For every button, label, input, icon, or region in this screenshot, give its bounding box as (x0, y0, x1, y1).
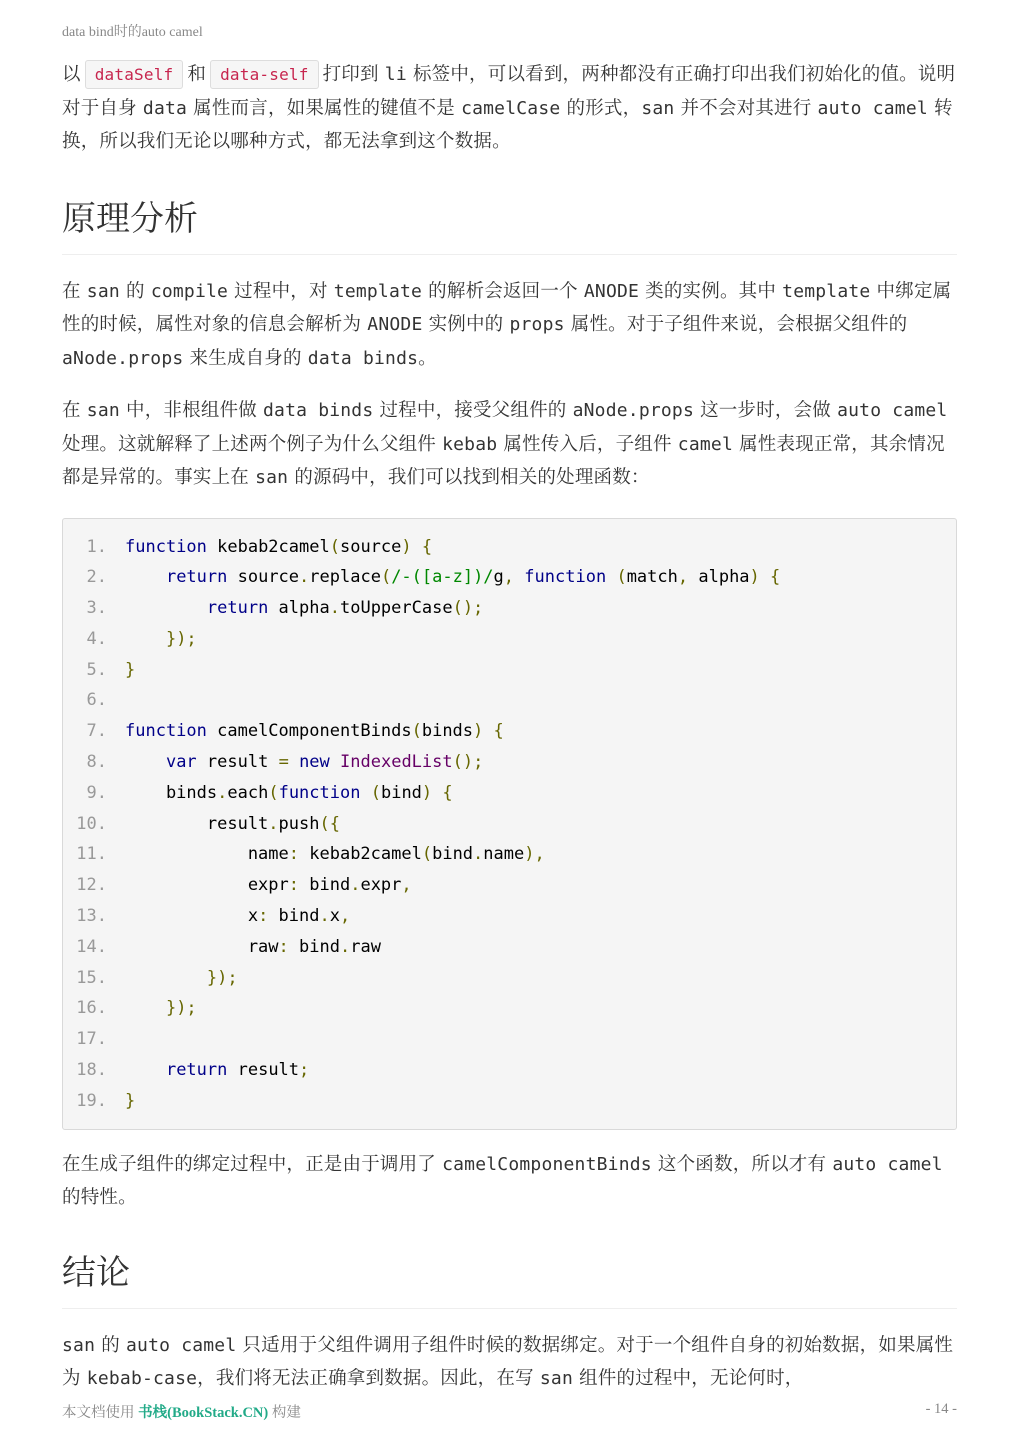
code-line-number: 18. (76, 1060, 107, 1081)
code-line (63, 685, 956, 716)
code-line (63, 1086, 956, 1117)
code-line-text: }); (165, 998, 197, 1019)
code-line-text: function camelComponentBinds(binds) { (125, 721, 504, 742)
code-line (63, 993, 956, 1024)
inline-code: dataSelf (85, 60, 184, 89)
code-line-text: }); (165, 628, 197, 649)
code-line-number: 19. (76, 1090, 107, 1111)
code-line-number: 16. (76, 998, 107, 1019)
analysis-paragraph-2: 在 san 中，非根组件做 data binds 过程中，接受父组件的 aNode.props 这一步时，会做 auto camel 处理。这就解释了上述两个例子为什么父组件 kebab 属性传入后，子组件 camel 属性表现正常，其余情况都是异常的。事实上在 san 的源码中，我们可以找到相关的处理函数： (62, 400, 948, 488)
code-line-number: 11. (76, 844, 107, 865)
code-line (63, 747, 956, 778)
code-line-text: } (125, 1090, 136, 1111)
code-line (63, 963, 956, 994)
section-heading-analysis: 原理分析 (62, 191, 957, 255)
code-line-text: binds.each(function (bind) { (125, 782, 453, 803)
code-line (63, 839, 956, 870)
page-footer (62, 1401, 957, 1422)
code-line (63, 809, 956, 840)
code-line-text: expr: bind.expr, (125, 875, 412, 896)
footer-suffix: 构建 (271, 1405, 301, 1421)
code-line-number: 8. (86, 752, 107, 773)
footer-brand-link[interactable]: 书栈(BookStack.CN) (138, 1405, 269, 1421)
code-line-text: }); (206, 967, 238, 988)
code-line (63, 932, 956, 963)
code-line-number: 3. (86, 598, 107, 619)
code-line-text: function kebab2camel(source) { (125, 536, 433, 557)
code-line (63, 716, 956, 747)
document-content (62, 58, 957, 1396)
code-line-text: result.push({ (125, 813, 340, 834)
code-line (63, 532, 956, 563)
code-line-number: 14. (76, 936, 107, 957)
code-line-number: 9. (86, 782, 107, 803)
code-block (62, 518, 957, 1130)
summary-paragraph: 在生成子组件的绑定过程中，正是由于调用了 camelComponentBinds 这个函数，所以才有 auto camel 的特性。 (62, 1153, 943, 1209)
code-line-number: 10. (76, 813, 107, 834)
code-line-number: 7. (86, 721, 107, 742)
code-line-number: 1. (86, 536, 107, 557)
code-line-number: 13. (76, 906, 107, 927)
code-line (63, 901, 956, 932)
code-line (63, 624, 956, 655)
code-line-text: raw: bind.raw (125, 936, 381, 957)
intro-paragraph: 以 dataSelf 和 data-self 打印到 li 标签中，可以看到，两种都没有正确打印出我们初始化的值。说明对于自身 data 属性而言，如果属性的键值不是 camelCase 的形式，san 并不会对其进行 auto camel 转换，所以我们无论以哪种方式，都无法拿到这个数据。 (62, 58, 957, 159)
code-line (63, 870, 956, 901)
footer-prefix: 本文档使用 (62, 1405, 135, 1421)
code-line-number: 12. (76, 875, 107, 896)
code-line (63, 562, 956, 593)
code-line-text: return alpha.toUpperCase(); (206, 598, 484, 619)
code-line-text: } (125, 659, 136, 680)
analysis-paragraph-1: 在 san 的 compile 过程中，对 template 的解析会返回一个 ANODE 类的实例。其中 template 中绑定属性的时候，属性对象的信息会解析为 ANODE 实例中的 props 属性。对于子组件来说，会根据父组件的 aNode.props 来生成自身的 data binds。 (62, 280, 952, 369)
code-line-number: 15. (76, 967, 107, 988)
code-line (63, 655, 956, 686)
code-line-text: name: kebab2camel(bind.name), (125, 844, 545, 865)
code-line-number: 4. (86, 628, 107, 649)
page-header-title: data bind时的auto camel (62, 25, 203, 40)
code-line-text: return result; (165, 1060, 310, 1081)
code-line (63, 778, 956, 809)
conclusion-paragraph: san 的 auto camel 只适用于父组件调用子组件时候的数据绑定。对于一个组件自身的初始数据，如果属性为 kebab-case，我们将无法正确拿到数据。因此，在写 san 组件的过程中，无论何时， (62, 1334, 954, 1390)
code-line-text: var result = new IndexedList(); (165, 752, 484, 773)
code-line (63, 1055, 956, 1086)
code-line (63, 1024, 956, 1055)
inline-code: data-self (210, 60, 319, 89)
code-line-number: 5. (86, 659, 107, 680)
code-line-number: 17. (76, 1029, 107, 1050)
code-line-number: 2. (86, 567, 107, 588)
code-line (63, 593, 956, 624)
code-line-text: return source.replace(/-([a-z])/g, function (match, alpha) { (165, 567, 781, 588)
code-line-number: 6. (86, 690, 107, 711)
page-number: - 14 - (925, 1401, 957, 1417)
section-heading-conclusion: 结论 (62, 1245, 957, 1309)
code-line-text: x: bind.x, (125, 906, 351, 927)
